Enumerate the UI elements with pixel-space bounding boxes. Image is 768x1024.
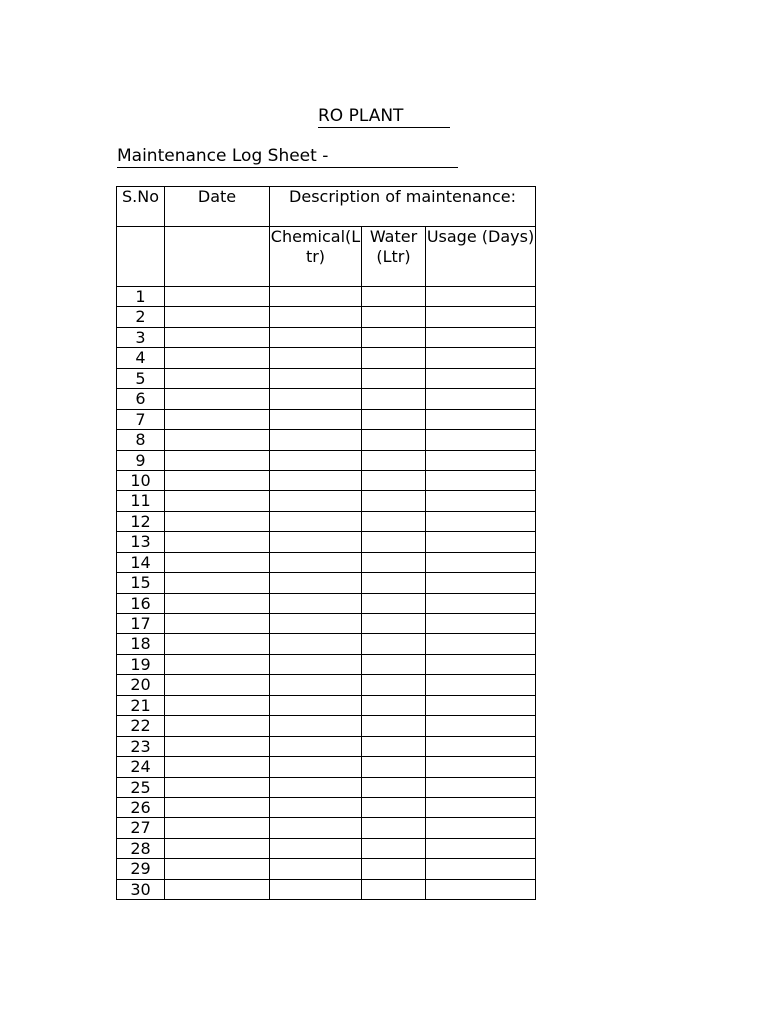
date-cell [165,389,270,409]
sno-cell: 20 [117,675,165,695]
water-header: Water (Ltr) [362,227,426,287]
table-row [117,430,536,450]
water-cell [362,368,426,388]
usage-cell [426,287,536,307]
date-cell [165,859,270,879]
sno-cell: 25 [117,777,165,797]
water-cell [362,573,426,593]
table-row [117,348,536,368]
chemical-cell [270,552,362,572]
usage-cell [426,389,536,409]
chemical-cell [270,695,362,715]
sno-cell: 10 [117,470,165,490]
date-cell [165,327,270,347]
sno-cell: 26 [117,797,165,817]
chemical-cell [270,777,362,797]
usage-cell [426,859,536,879]
chemical-cell [270,287,362,307]
usage-cell [426,450,536,470]
usage-cell [426,654,536,674]
date-cell [165,470,270,490]
table-row [117,695,536,715]
water-cell [362,614,426,634]
chemical-cell [270,859,362,879]
usage-cell [426,511,536,531]
table-row [117,838,536,858]
usage-header: Usage (Days) [426,227,536,287]
sno-cell: 3 [117,327,165,347]
date-cell [165,797,270,817]
table-row [117,491,536,511]
usage-cell [426,409,536,429]
date-cell [165,675,270,695]
date-cell [165,716,270,736]
table-row [117,511,536,531]
table-row [117,552,536,572]
water-cell [362,818,426,838]
date-cell [165,491,270,511]
date-cell [165,879,270,899]
water-cell [362,593,426,613]
water-cell [362,348,426,368]
water-cell [362,532,426,552]
chemical-cell [270,450,362,470]
sno-cell: 9 [117,450,165,470]
chemical-cell [270,757,362,777]
usage-cell [426,757,536,777]
table-row [117,859,536,879]
table-row [117,409,536,429]
table-row [117,757,536,777]
table-row [117,879,536,899]
sno-cell: 19 [117,654,165,674]
chemical-cell [270,573,362,593]
sno-cell: 7 [117,409,165,429]
header-row [117,187,536,227]
water-cell [362,511,426,531]
chemical-cell [270,879,362,899]
sno-cell: 4 [117,348,165,368]
chemical-cell [270,389,362,409]
sno-cell: 12 [117,511,165,531]
chemical-header: Chemical(Ltr) [270,227,362,287]
date-cell [165,757,270,777]
water-cell [362,430,426,450]
chemical-cell [270,491,362,511]
table-row [117,797,536,817]
table-row [117,634,536,654]
date-cell [165,511,270,531]
water-cell [362,757,426,777]
usage-cell [426,797,536,817]
water-cell [362,797,426,817]
sno-header: S.No [117,187,165,227]
usage-cell [426,879,536,899]
sno-cell: 14 [117,552,165,572]
date-cell [165,287,270,307]
chemical-cell [270,327,362,347]
chemical-cell [270,593,362,613]
table-row [117,573,536,593]
table-row [117,675,536,695]
date-cell [165,654,270,674]
water-cell [362,409,426,429]
date-cell [165,614,270,634]
sheet-title: Maintenance Log Sheet - [117,146,458,168]
usage-cell [426,491,536,511]
water-cell [362,838,426,858]
chemical-cell [270,511,362,531]
sno-cell: 28 [117,838,165,858]
chemical-cell [270,409,362,429]
water-cell [362,859,426,879]
sno-cell: 30 [117,879,165,899]
chemical-cell [270,307,362,327]
usage-cell [426,348,536,368]
chemical-cell [270,470,362,490]
chemical-cell [270,838,362,858]
date-cell [165,695,270,715]
sno-cell: 23 [117,736,165,756]
table-row [117,614,536,634]
table-row [117,470,536,490]
water-cell [362,389,426,409]
chemical-cell [270,736,362,756]
usage-cell [426,532,536,552]
table-row [117,716,536,736]
chemical-cell [270,430,362,450]
usage-cell [426,736,536,756]
date-cell [165,736,270,756]
usage-cell [426,777,536,797]
usage-cell [426,716,536,736]
date-subheader-cell [165,227,270,287]
usage-cell [426,695,536,715]
usage-cell [426,593,536,613]
water-cell [362,327,426,347]
water-cell [362,491,426,511]
date-cell [165,409,270,429]
table-row [117,327,536,347]
usage-cell [426,573,536,593]
usage-cell [426,634,536,654]
sno-cell: 17 [117,614,165,634]
chemical-cell [270,716,362,736]
table-row [117,389,536,409]
water-cell [362,695,426,715]
date-cell [165,593,270,613]
chemical-cell [270,348,362,368]
table-row [117,307,536,327]
usage-cell [426,552,536,572]
sno-cell: 15 [117,573,165,593]
sno-cell: 18 [117,634,165,654]
usage-cell [426,838,536,858]
usage-cell [426,307,536,327]
sno-cell: 16 [117,593,165,613]
water-cell [362,470,426,490]
chemical-cell [270,368,362,388]
table-row [117,777,536,797]
date-cell [165,818,270,838]
water-cell [362,552,426,572]
maintenance-log-table [116,186,536,900]
water-cell [362,777,426,797]
sno-cell: 2 [117,307,165,327]
table-row [117,818,536,838]
date-cell [165,634,270,654]
sno-cell: 11 [117,491,165,511]
description-header: Description of maintenance: [270,187,536,227]
sno-cell: 29 [117,859,165,879]
subheader-row [117,227,536,287]
chemical-cell [270,532,362,552]
chemical-cell [270,818,362,838]
table-row [117,654,536,674]
usage-cell [426,327,536,347]
sno-cell: 5 [117,368,165,388]
water-cell [362,716,426,736]
water-cell [362,450,426,470]
table-row [117,532,536,552]
water-cell [362,654,426,674]
table-row [117,368,536,388]
date-cell [165,348,270,368]
date-cell [165,450,270,470]
table-row [117,450,536,470]
usage-cell [426,368,536,388]
date-cell [165,777,270,797]
usage-cell [426,818,536,838]
water-cell [362,879,426,899]
chemical-cell [270,654,362,674]
chemical-cell [270,634,362,654]
sno-cell: 8 [117,430,165,450]
chemical-cell [270,675,362,695]
date-cell [165,307,270,327]
water-cell [362,307,426,327]
date-cell [165,838,270,858]
sno-subheader-cell [117,227,165,287]
page-title: RO PLANT [318,106,450,128]
sno-cell: 13 [117,532,165,552]
usage-cell [426,614,536,634]
date-cell [165,532,270,552]
chemical-cell [270,797,362,817]
usage-cell [426,470,536,490]
date-cell [165,573,270,593]
table-row [117,593,536,613]
usage-cell [426,675,536,695]
sno-cell: 21 [117,695,165,715]
water-cell [362,736,426,756]
date-header: Date [165,187,270,227]
sno-cell: 6 [117,389,165,409]
table-row [117,287,536,307]
sno-cell: 24 [117,757,165,777]
date-cell [165,430,270,450]
usage-cell [426,430,536,450]
date-cell [165,368,270,388]
sno-cell: 1 [117,287,165,307]
date-cell [165,552,270,572]
water-cell [362,634,426,654]
water-cell [362,675,426,695]
sno-cell: 22 [117,716,165,736]
chemical-cell [270,614,362,634]
table-row [117,736,536,756]
sno-cell: 27 [117,818,165,838]
water-cell [362,287,426,307]
